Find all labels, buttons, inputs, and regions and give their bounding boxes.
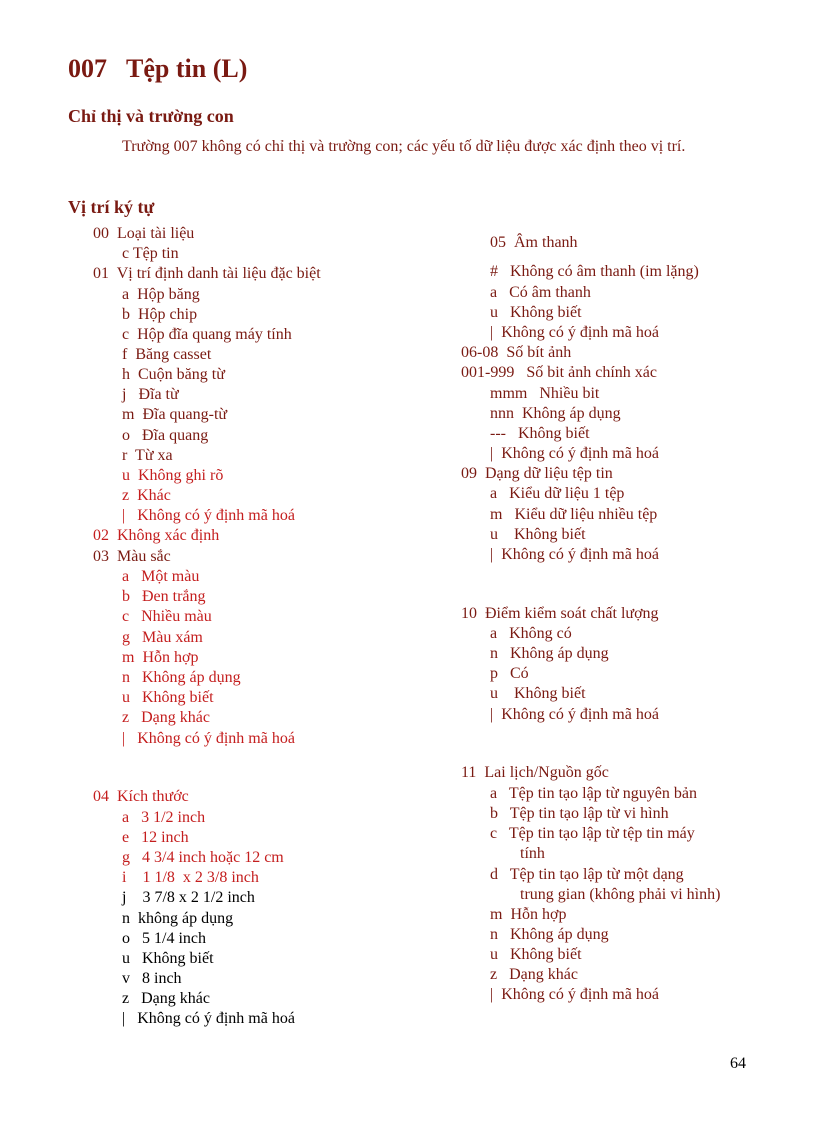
list-item: j 3 7/8 x 2 1/2 inch	[122, 889, 255, 906]
list-item: b Hộp chip	[122, 306, 198, 323]
list-item: z Khác	[122, 487, 171, 504]
list-item: # Không có âm thanh (im lặng)	[490, 263, 699, 280]
list-item: a 3 1/2 inch	[122, 809, 206, 826]
list-item: 11 Lai lịch/Nguồn gốc	[461, 764, 609, 781]
list-item: n Không áp dụng	[122, 669, 241, 686]
list-item: u Không biết	[490, 526, 586, 543]
list-item: c Nhiều màu	[122, 608, 212, 625]
list-item: nnn Không áp dụng	[490, 405, 621, 422]
list-item: a Hộp băng	[122, 286, 200, 303]
list-item: a Kiểu dữ liệu 1 tệp	[490, 485, 625, 502]
list-item: | Không có ý định mã hoá	[490, 445, 659, 462]
list-item: u Không biết	[490, 685, 586, 702]
list-item: e 12 inch	[122, 829, 189, 846]
list-item: n Không áp dụng	[490, 926, 609, 943]
list-item: g 4 3/4 inch hoặc 12 cm	[122, 849, 284, 866]
list-item: b Đen trắng	[122, 588, 206, 605]
list-item: 06-08 Số bít ảnh	[461, 344, 572, 361]
list-item: tính	[520, 845, 545, 862]
list-item: trung gian (không phải vi hình)	[520, 886, 721, 903]
list-item: c Tệp tin	[122, 245, 179, 262]
list-item: n Không áp dụng	[490, 645, 609, 662]
list-item: | Không có ý định mã hoá	[490, 706, 659, 723]
list-item: b Tệp tin tạo lập từ vi hình	[490, 805, 669, 822]
list-item: r Từ xa	[122, 447, 173, 464]
list-item: o Đĩa quang	[122, 427, 209, 444]
list-item: c Hộp đĩa quang máy tính	[122, 326, 292, 343]
list-item: mmm Nhiều bit	[490, 385, 600, 402]
list-item: m Đĩa quang-từ	[122, 406, 228, 423]
page-number: 64	[730, 1055, 746, 1072]
list-item: z Dạng khác	[490, 966, 578, 983]
list-item: 00 Loại tài liệu	[93, 225, 195, 242]
list-item: m Hỗn hợp	[490, 906, 567, 923]
list-item: g Màu xám	[122, 629, 203, 646]
list-item: i 1 1/8 x 2 3/8 inch	[122, 869, 259, 886]
list-item: | Không có ý định mã hoá	[490, 546, 659, 563]
list-item: | Không có ý định mã hoá	[490, 324, 659, 341]
list-item: | Không có ý định mã hoá	[122, 1010, 295, 1027]
list-item: a Một màu	[122, 568, 200, 585]
list-item: 10 Điểm kiểm soát chất lượng	[461, 605, 659, 622]
list-item: j Đĩa từ	[122, 386, 179, 403]
list-item: | Không có ý định mã hoá	[490, 986, 659, 1003]
page-title: 007 Tệp tin (L)	[68, 54, 248, 83]
list-item: u Không biết	[490, 946, 582, 963]
list-item: 001-999 Số bit ảnh chính xác	[461, 364, 657, 381]
list-item: p Có	[490, 665, 529, 682]
list-item: m Hỗn hợp	[122, 649, 199, 666]
list-item: m Kiểu dữ liệu nhiều tệp	[490, 506, 658, 523]
list-item: 01 Vị trí định danh tài liệu đặc biệt	[93, 265, 321, 282]
list-item: a Tệp tin tạo lập từ nguyên bản	[490, 785, 697, 802]
list-item: v 8 inch	[122, 970, 182, 987]
list-item: 09 Dạng dữ liệu tệp tin	[461, 465, 613, 482]
list-item: f Băng casset	[122, 346, 212, 363]
positions-heading: Vị trí ký tự	[68, 197, 155, 217]
list-item: 02 Không xác định	[93, 527, 220, 544]
list-item: a Có âm thanh	[490, 284, 591, 301]
list-item: u Không biết	[122, 950, 214, 967]
list-item: a Không có	[490, 625, 572, 642]
list-item: 03 Màu sắc	[93, 548, 171, 565]
list-item: | Không có ý định mã hoá	[122, 730, 295, 747]
indicators-heading: Chỉ thị và trường con	[68, 106, 234, 126]
list-item: z Dạng khác	[122, 990, 210, 1007]
list-item: n không áp dụng	[122, 910, 234, 927]
list-item: u Không ghi rõ	[122, 467, 224, 484]
list-item: | Không có ý định mã hoá	[122, 507, 295, 524]
list-item: u Không biết	[490, 304, 582, 321]
list-item: z Dạng khác	[122, 709, 210, 726]
list-item: 04 Kích thước	[93, 788, 189, 805]
list-item: h Cuộn băng từ	[122, 366, 225, 383]
list-item: --- Không biết	[490, 425, 590, 442]
list-item: o 5 1/4 inch	[122, 930, 206, 947]
list-item: c Tệp tin tạo lập từ tệp tin máy	[490, 825, 695, 842]
list-item: u Không biết	[122, 689, 214, 706]
list-item: 05 Âm thanh	[490, 234, 578, 251]
indicators-text: Trường 007 không có chỉ thị và trường con; các yếu tố dữ liệu được xác định theo vị trí.	[122, 138, 686, 155]
list-item: d Tệp tin tạo lập từ một dạng	[490, 866, 684, 883]
